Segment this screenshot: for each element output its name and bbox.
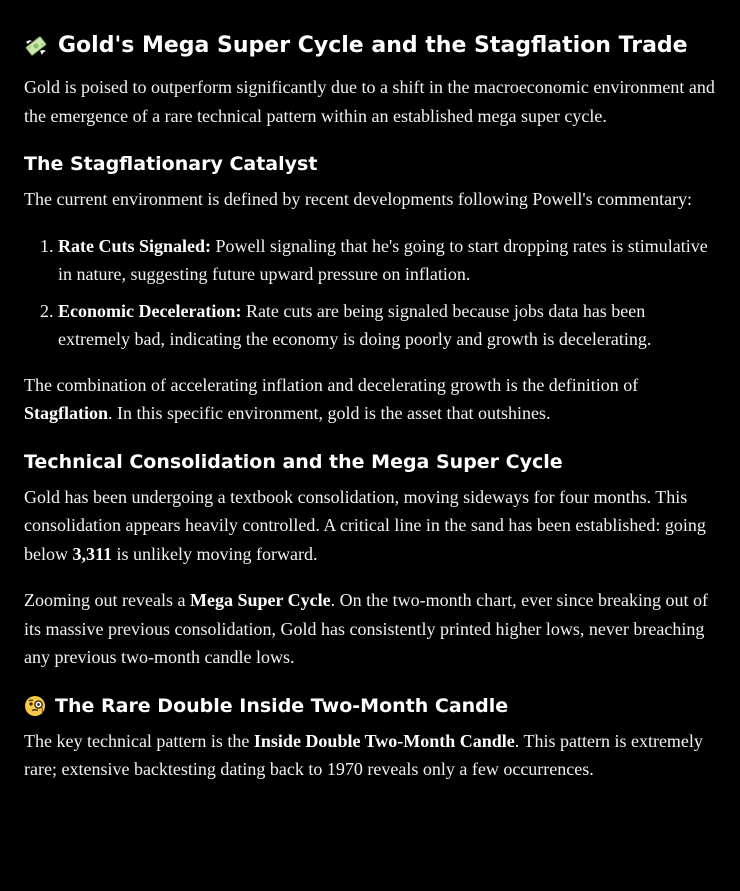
section2-paragraph-1 — [24, 483, 716, 569]
list-item-text: Rate cuts are being signaled because jobs data has been extremely bad, indicating the economy is doing poorly and growth is decelerating. — [58, 300, 652, 349]
section-heading-technical-consolidation: Technical Consolidation and the Mega Super Cycle — [24, 450, 563, 473]
pattern-term: Inside Double Two-Month Candle — [253, 730, 515, 751]
intro-paragraph: Gold is poised to outperform significantly due to a shift in the macroeconomic environment and the emergence of a rare technical pattern within an established mega super cycle. — [24, 77, 715, 126]
stagflation-term: Stagflation — [24, 403, 109, 423]
page-title-text: Gold's Mega Super Cycle and the Stagflation Trade — [58, 33, 688, 58]
mega-super-cycle-term: Mega Super Cycle — [189, 590, 331, 610]
list-item-text: Powell signaling that he's going to start dropping rates is stimulative in nature, suggesting future upward pressure on inflation. — [58, 235, 708, 284]
list-item — [58, 297, 716, 354]
list-item-label: Rate Cuts Signaled: — [58, 235, 212, 256]
page-title — [24, 0, 716, 61]
paragraph-text-end: . This pattern is extremely rare; extensive backtesting dating back to 1970 reveals only a few occurrences. — [24, 730, 703, 779]
face-with-monocle-icon — [24, 695, 46, 717]
money-with-wings-icon — [24, 34, 48, 58]
section1-conclusion — [24, 371, 716, 428]
section2-paragraph-2 — [24, 586, 716, 672]
conclusion-text-end: . In this specific environment, gold is the asset that outshines. — [108, 403, 551, 423]
list-item-label: Economic Deceleration: — [58, 300, 242, 321]
price-level: 3,311 — [72, 543, 113, 564]
paragraph-text: Zooming out reveals a — [24, 590, 190, 610]
section3-heading-text: The Rare Double Inside Two-Month Candle — [55, 694, 509, 717]
paragraph-text: The key technical pattern is the — [24, 730, 254, 751]
section1-lead: The current environment is defined by recent developments following Powell's commentary: — [24, 189, 693, 209]
paragraph-text: Gold has been undergoing a textbook consolidation, moving sideways for four months. This consolidation appears heavily controlled. A critical line in the sand has been established: going below — [24, 486, 706, 564]
catalyst-list — [24, 232, 716, 354]
section-heading-double-inside-candle — [24, 693, 716, 719]
section-heading-stagflationary-catalyst: The Stagflationary Catalyst — [24, 153, 318, 175]
paragraph-text-end: . On the two-month chart, ever since breaking out of its massive previous consolidation, Gold has consistently printed higher lows, never breaching any previous two-month candle lows. — [24, 590, 709, 667]
paragraph-text-end: is unlikely moving forward. — [112, 543, 318, 564]
section3-paragraph-1 — [24, 727, 716, 784]
list-item — [58, 232, 716, 289]
conclusion-text: The combination of accelerating inflation and decelerating growth is the definition of — [24, 374, 639, 395]
